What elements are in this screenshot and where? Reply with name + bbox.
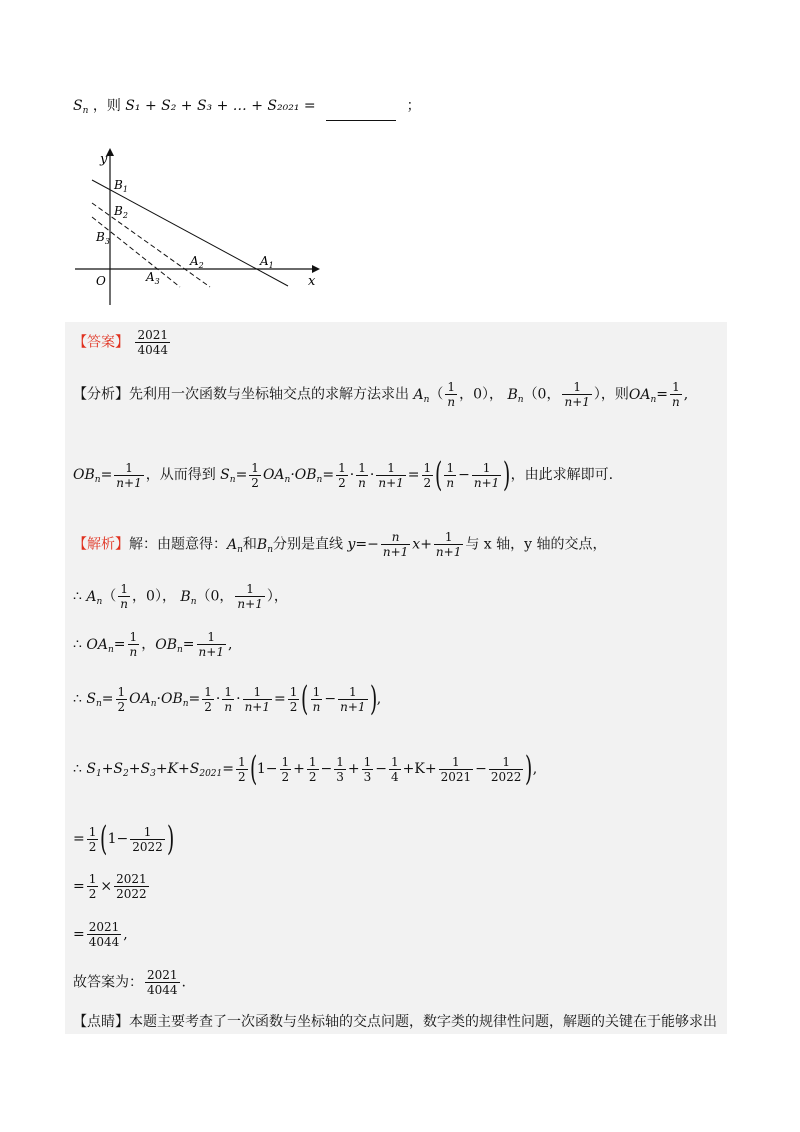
answer-blank xyxy=(326,106,396,121)
solution-line-5: ∴ $S_1+S_2+S_3+K+S_{2021}=$ $\frac{1}{2}$ (1− $\frac{1}{2}$ + $\frac{1}{2}$ − $\frac{1}{3}$ + $\frac{1}{3}$ − $\frac{1}{4}$ +K+ $\frac{1}{2021}$ − $\frac{1}{2022}$ ), xyxy=(73,749,538,789)
solution-line-4: ∴ $S_n=$ $\frac{1}{2}$ $OA_n\cdot OB_n=$ $\frac{1}{2}$ · $\frac{1}{n}$ · $\frac{1}{n+1}$ = $\frac{1}{2}$ ( $\frac{1}{n}$ − $\frac{1}{n+1}$ ), xyxy=(73,679,382,719)
y-label: y xyxy=(100,152,108,167)
analysis-text-3: ，由此求解即可. xyxy=(510,467,614,483)
solution-line-6: = $\frac{1}{2}$ (1− $\frac{1}{2022}$ ) xyxy=(73,819,175,859)
b2-label: $B_2$ xyxy=(114,204,128,220)
question-line xyxy=(73,96,421,121)
analysis-text-1: 先利用一次函数与坐标轴交点的求解方法求出 xyxy=(129,386,409,403)
solution-text-1: 解：由题意得： xyxy=(129,536,227,553)
comment-line xyxy=(73,1012,717,1032)
solution-line-2: ∴ $A_n$（ $\frac{1}{n}$ ，0）， $B_n(0$， $\frac{1}{n+1}$ ）， xyxy=(73,582,288,611)
sum-expression: S₁ + S₂ + S₃ + … + S₂₀₂₁ = xyxy=(125,98,316,114)
solution-line-7: = $\frac{1}{2}$ × $\frac{2021}{2022}$ xyxy=(73,872,147,901)
answer-line xyxy=(73,328,172,357)
b1-label: $B_1$ xyxy=(114,178,128,194)
s-n: $S_n$ xyxy=(73,98,89,116)
answer-fraction: $\frac{2021}{4044}$ xyxy=(137,328,168,357)
analysis-ze: ，则 xyxy=(600,386,629,403)
analysis-label: 【分析】 xyxy=(73,386,129,403)
solution-label: 【解析】 xyxy=(73,536,129,553)
solution-line-8: = $\frac{2021}{4044}$ , xyxy=(73,920,128,949)
solution-line-3: ∴ $OA_n=$ $\frac{1}{n}$ ，$OB_n=$ $\frac{1}{n+1}$ , xyxy=(73,630,233,659)
solution-text-3: 与 x 轴，y 轴的交点， xyxy=(465,536,607,553)
answer-label: 【答案】 xyxy=(73,334,129,351)
question-ze: ，则 xyxy=(92,98,121,114)
comment-text: 本题主要考查了一次函数与坐标轴的交点问题，数字类的规律性问题，解题的关键在于能够求出 xyxy=(129,1014,717,1030)
a1-label: $A_1$ xyxy=(260,254,274,270)
origin-label: O xyxy=(96,274,106,288)
a3-label: $A_3$ xyxy=(146,270,160,286)
analysis-line-2: $OB_n=$ $\frac{1}{n+1}$ ，从而得到 $S_n=$ $\frac{1}{2}$ $OA_n\cdot OB_n=$ $\frac{1}{2}$ · $\frac{1}{n}$ · $\frac{1}{n+1}$ = $\frac{1}{2}$ ( $\frac{1}{n}$ − $\frac{1}{n+1}$ )，由此求解即可. xyxy=(73,455,614,495)
analysis-line-1: 【分析】先利用一次函数与坐标轴交点的求解方法求出 $A_n$（ $\frac{1}{n}$ ，0）， $B_n(0$， $\frac{1}{n+1}$ ），则$OA_n=$ $\frac{1}{n}$ , xyxy=(73,380,689,409)
comment-label: 【点睛】 xyxy=(73,1014,129,1030)
coordinate-figure xyxy=(70,145,330,310)
final-answer-line: 故答案为： $\frac{2021}{4044}$ . xyxy=(73,968,186,997)
a2-label: $A_2$ xyxy=(190,254,204,270)
analysis-text-2: ，从而得到 xyxy=(145,467,216,483)
question-end: ； xyxy=(406,98,421,114)
solution-line-1: 【解析】解：由题意得：$A_n$和$B_n$分别是直线 y=− $\frac{n}{n+1}$ x+ $\frac{1}{n+1}$ 与 x 轴，y 轴的交点， xyxy=(73,530,607,559)
solution-panel xyxy=(65,322,727,1034)
final-text: 故答案为： xyxy=(73,974,143,991)
x-label: x xyxy=(308,274,316,289)
solution-text-2: 分别是直线 xyxy=(273,536,344,553)
b3-label: $B_3$ xyxy=(96,230,110,246)
